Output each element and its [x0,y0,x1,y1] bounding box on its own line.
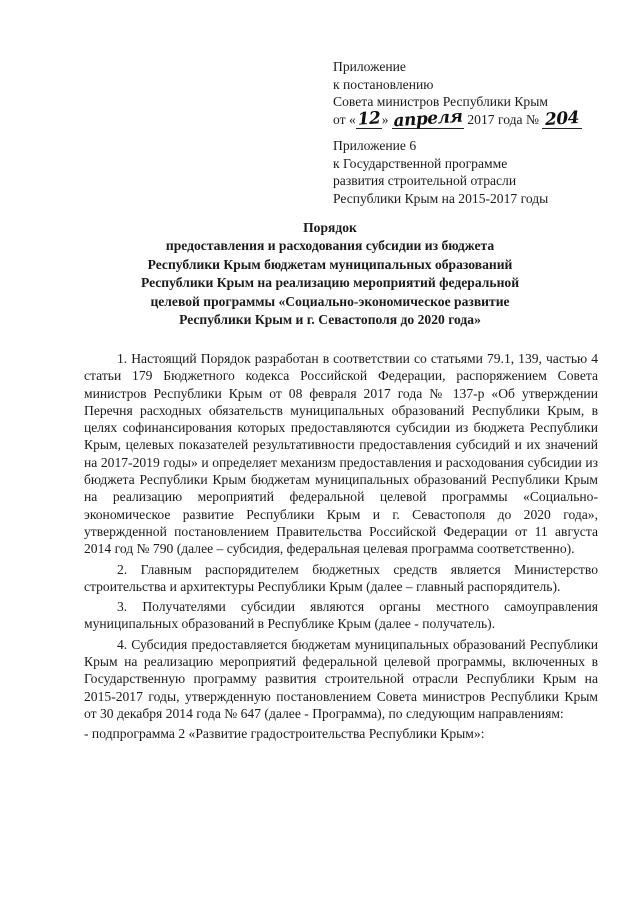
paragraph-3: 3. Получателями субсидии являются органы местного самоуправления муниципальных образований в Республике Крым (далее - получатель). [84,599,598,632]
title-line-4: Республики Крым на реализацию мероприятий федеральной [140,275,520,291]
title-line-6: Республики Крым и г. Севастополя до 2020 года» [179,312,481,328]
handwritten-day: 12 [356,108,381,130]
appendix-header [333,58,633,207]
resolution-number-field [542,107,582,131]
resolution-reference: к постановлению [333,76,434,92]
date-day-field [356,108,382,130]
title-line-3: Республики Крым бюджетам муниципальных образований [147,256,513,272]
title-line-5: целевой программы «Социально-экономическое развитие [150,293,510,309]
appendix-label: Приложение [333,59,406,74]
document-body [84,350,598,746]
handwritten-month: апреля [392,106,464,132]
title-line-1: Порядок [303,220,357,235]
paragraph-4: 4. Субсидия предоставляется бюджетам муниципальных образований Республики Крым на реализацию мероприятий федеральной целевой программы, включенных в Государственную программу развития строительной отрасли Республики Крым на 2015-2017 годы, утвержденную постановлением Совета министров Республики Крым от 30 декабря 2014 года № 647 (далее - Программа), по следующим направлениям: [84,636,598,721]
paragraph-subprogram-2: - подпрограмма 2 «Развитие градостроительства Республики Крым»: [84,726,485,742]
annex-program-line3: Республики Крым на 2015-2017 годы [333,190,549,206]
title-line-2: предоставления и расходования субсидии из бюджета [165,238,495,254]
paragraph-2: 2. Главным распорядителем бюджетных средств является Министерство строительства и архитектуры Республики Крым (далее – главный распорядитель). [84,561,598,594]
annex-label: Приложение 6 [333,138,417,153]
handwritten-number: 204 [544,107,580,131]
council-name: Совета министров Республики Крым [333,94,548,109]
annex-program-line2: развития строительной отрасли [333,173,517,188]
paragraph-1: 1. Настоящий Порядок разработан в соответствии со статьями 79.1, 139, частью 4 статьи 179 Бюджетного кодекса Российской Федерации, распоряжением Совета министров Республики Крым от 08 февраля 2017 года № 137-р «Об утверждении Перечня расходных обязательств муниципальных образований Республики Крым, в целях софинансирования которых предоставляются субсидии из бюджета Республики Крым, целевых показателей результативности предоставления субсидий и их значений на 2017-2019 годы» и определяет механизм предоставления и расходования субсидии из бюджета Республики Крым бюджетам муниципальных образований Республики Крым на реализацию мероприятий федеральной целевой программы «Социально-экономическое развитие Республики Крым и г. Севастополя до 2020 года», утвержденной постановлением Правительства Российской Федерации от 11 августа 2014 год № 790 (далее – субсидия, федеральная целевая программа соответственно). [84,351,598,557]
document-title [100,219,560,329]
annex-program-line1: к Государственной программе [333,155,508,171]
resolution-date-line: от « 12 » апреля 2017 года № 204 [333,111,633,130]
date-month-field [392,106,464,132]
